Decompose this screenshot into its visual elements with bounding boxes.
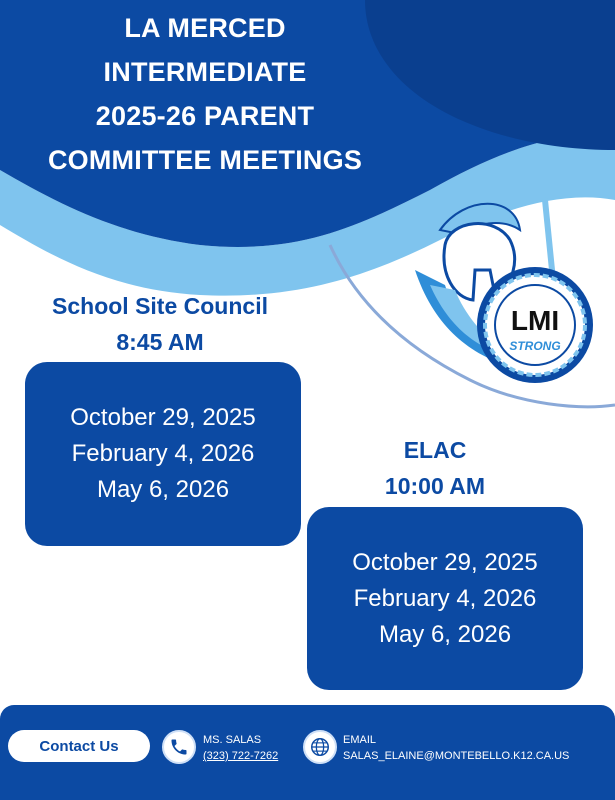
elac-date-3: May 6, 2026 — [378, 620, 512, 648]
ssc-dates-card — [25, 362, 301, 546]
contact-us-button[interactable]: Contact Us — [8, 730, 150, 762]
elac-date-1: October 29, 2025 — [352, 548, 538, 576]
title-line-1: LA MERCED — [124, 13, 286, 43]
globe-glyph — [309, 736, 331, 758]
contact-name: MS. SALAS — [203, 734, 262, 746]
logo-sub-text: STRONG — [509, 339, 561, 353]
phone-glyph — [169, 737, 189, 757]
ssc-date-2: February 4, 2026 — [71, 440, 255, 467]
elac-title: ELAC — [403, 437, 467, 463]
ssc-date-1: October 29, 2025 — [70, 404, 256, 431]
elac-date-2: February 4, 2026 — [353, 584, 537, 612]
elac-heading — [340, 432, 530, 504]
phone-contact — [203, 732, 278, 764]
email-label: EMAIL — [343, 734, 377, 746]
page-title — [0, 6, 410, 182]
elac-dates-card — [307, 507, 583, 690]
contact-footer — [0, 705, 615, 800]
logo-main-text: LMI — [510, 305, 560, 336]
phone-number-link[interactable]: (323) 722-7262 — [203, 750, 279, 762]
title-line-4: COMMITTEE MEETINGS — [47, 145, 363, 175]
ssc-title: School Site Council — [52, 293, 268, 319]
globe-icon — [303, 730, 337, 764]
phone-icon — [162, 730, 196, 764]
elac-time: 10:00 AM — [384, 473, 486, 499]
email-contact — [343, 732, 569, 764]
title-line-2: INTERMEDIATE — [103, 57, 307, 87]
email-address-link[interactable]: SALAS_ELAINE@MONTEBELLO.K12.CA.US — [343, 750, 570, 762]
ssc-time: 8:45 AM — [116, 329, 204, 355]
lmi-strong-logo — [395, 190, 600, 395]
title-line-3: 2025-26 PARENT — [95, 101, 315, 131]
school-site-council-heading — [22, 288, 298, 360]
ssc-date-3: May 6, 2026 — [96, 476, 230, 503]
